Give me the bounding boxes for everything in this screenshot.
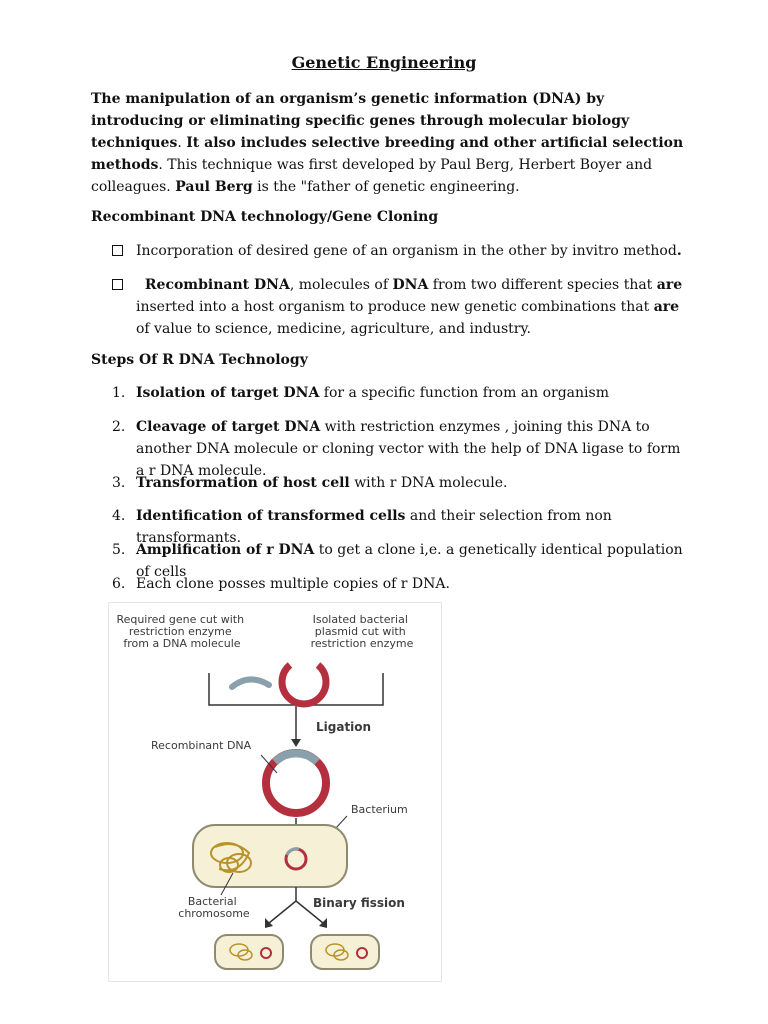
bullet-2-bold-4: are [653,299,680,315]
arrow-head-icon [319,918,327,928]
pointer-line [335,816,347,829]
list-item [112,382,692,404]
step-number: 4. [112,508,126,524]
page-title: Genetic Engineering [291,53,477,72]
intro-bold-1: The manipulation of an organism’s genetic information (DNA) by introducing or eliminating specific genes through molecular biology techniques [91,91,630,151]
bullet-2-text-2: from two different species that [428,277,657,293]
bullet-2-bold-3: are [656,277,683,293]
bullet-2-text-4: of value to science, medicine, agriculture, and industry. [136,321,531,337]
list-item [112,274,692,340]
inserted-gene-icon [275,753,317,762]
ligation-label: Ligation [316,720,372,734]
step-number: 2. [112,419,126,435]
step-bold: Isolation of target DNA [136,385,320,401]
step-bold: Transformation of host cell [136,475,350,491]
step-text: for a specific function from an organism [319,385,609,401]
step-number: 1. [112,385,126,401]
step-text: and their selection from non transformants. [136,508,612,546]
cut-plasmid-icon [282,665,326,704]
bullet-1-text: Incorporation of desired gene of an organism in the other by invitro method [136,243,677,259]
bullet-2-bold-1: Recombinant DNA [144,277,290,293]
section-heading-steps: Steps Of R DNA Technology [91,352,308,368]
bullet-2-bold-2: DNA [392,277,429,293]
bullet-1-end: . [676,243,682,259]
intro-bold-3: Paul Berg [175,179,253,195]
step-bold: Amplification of r DNA [136,542,315,558]
checkbox-bullet-icon [112,245,123,256]
list-item [112,573,692,595]
diagram-svg [109,603,441,981]
daughter-cell-icon [215,935,283,969]
step-text: with restriction enzymes , joining this DNA to another DNA molecule or cloning vector with the help of DNA ligase to form a r DNA molecule. [136,419,681,479]
intro-text-1: . This technique was first developed by Paul Berg, Herbert Boyer and colleagues. [91,157,653,195]
recombinant-dna-label: Recombinant DNA [151,739,252,752]
step-number: 3. [112,475,126,491]
recombinant-dna-diagram [108,602,442,982]
section-heading-recombinant: Recombinant DNA technology/Gene Cloning [91,209,439,225]
intro-sep-1: . [177,135,187,151]
step-text: Each clone posses multiple copies of r DNA. [136,576,450,592]
binary-fission-label: Binary fission [313,896,405,910]
arrow-head-icon [265,918,273,928]
step-text: with r DNA molecule. [349,475,508,491]
bullet-2-text-1: , molecules of [289,277,393,293]
gene-fragment-icon [232,679,269,687]
intro-bold-2: It also includes selective breeding and other artificial selection methods [91,135,684,173]
chromosome-label: Bacterial chromosome [178,895,250,920]
step-bold: Identification of transformed cells [136,508,406,524]
arrow-head-icon [291,739,301,747]
daughter-cell-icon [311,935,379,969]
bacterium-label: Bacterium [351,803,408,816]
plasmid-label: Isolated bacterial plasmid cut with restriction enzyme [310,613,414,650]
bacterium-cell-icon [193,825,347,887]
list-item [112,240,692,262]
arrow-line [269,901,296,923]
intro-paragraph [91,88,691,198]
intro-text-2: is the "father of genetic engineering. [252,179,520,195]
gene-label: Required gene cut with restriction enzyme from a DNA molecule [116,613,245,650]
step-bold: Cleavage of target DNA [136,419,321,435]
list-item [112,472,692,494]
step-text: to get a clone i,e. a genetically identical population of cells [136,542,683,580]
step-number: 6. [112,576,126,592]
checkbox-bullet-icon [112,279,123,290]
bullet-2-text-3: inserted into a host organism to produce new genetic combinations that [136,299,654,315]
step-number: 5. [112,542,126,558]
